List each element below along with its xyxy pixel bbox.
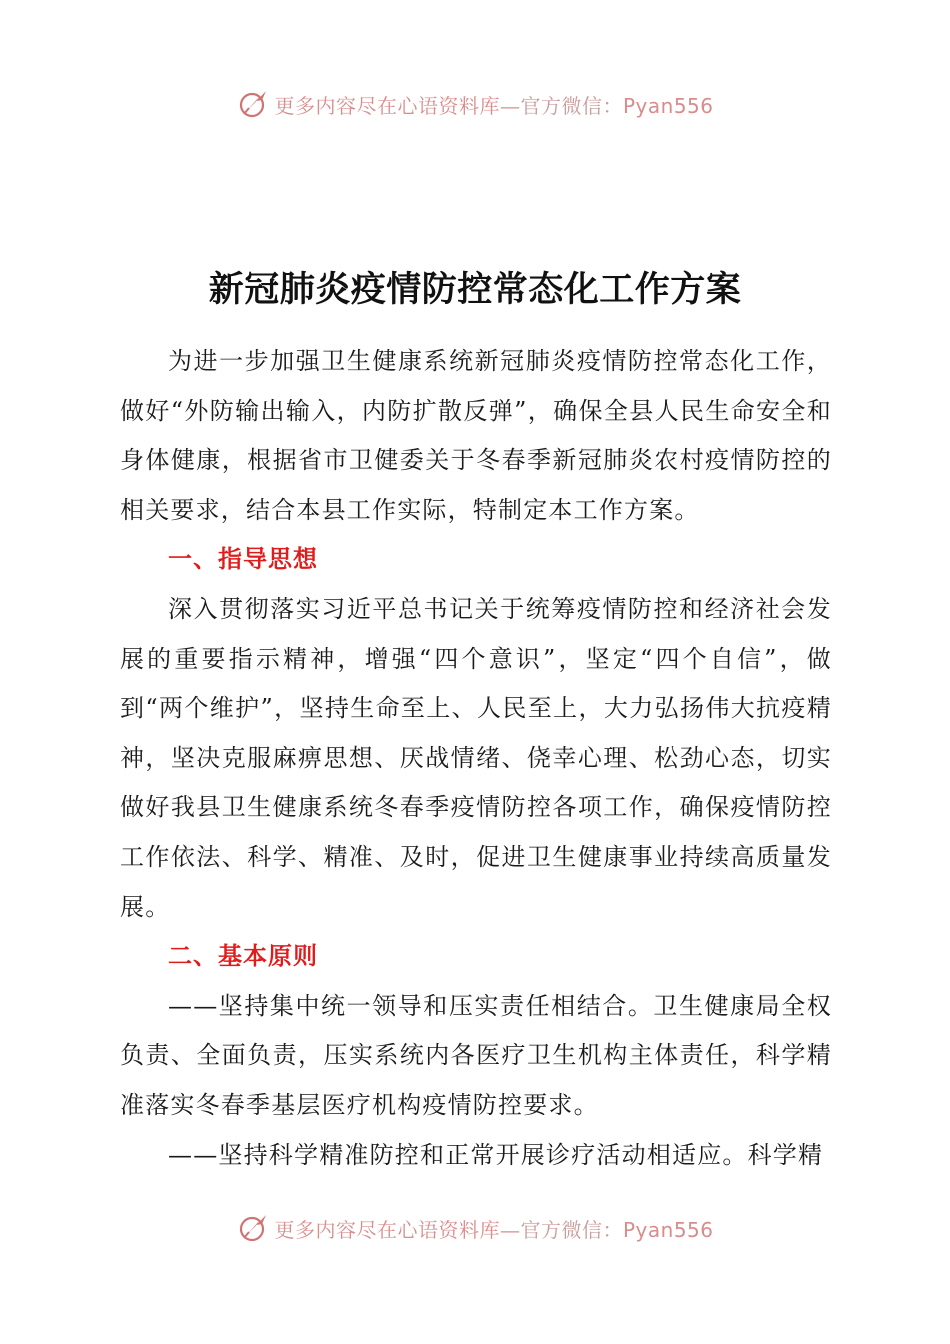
banner-wechat-id: Pyan556: [622, 1217, 714, 1242]
intro-paragraph: 为进一步加强卫生健康系统新冠肺炎疫情防控常态化工作，做好“外防输出输入，内防扩散反弹”，确保全县人民生命安全和身体健康，根据省市卫健委关于冬春季新冠肺炎农村疫情防控的相关要求，结合本县工作实际，特制定本工作方案。: [120, 347, 832, 524]
quill-logo-icon: [236, 1210, 272, 1246]
banner-text: [274, 90, 713, 119]
principle-paragraph-1: ——坚持集中统一领导和压实责任相结合。卫生健康局全权负责、全面负责，压实系统内各医疗卫生机构主体责任，科学精准落实冬春季基层医疗机构疫情防控要求。: [120, 991, 832, 1119]
section-heading-basic-principles: 二、基本原则: [168, 942, 318, 971]
header-watermark-banner: [0, 84, 950, 124]
principle-paragraph-2: ——坚持科学精准防控和正常开展诊疗活动相适应。科学精: [168, 1140, 824, 1169]
section-heading-guiding-ideology: 一、指导思想: [168, 545, 318, 574]
banner-text: [274, 1214, 713, 1243]
banner-separator: —: [499, 1217, 521, 1242]
document-title: 新冠肺炎疫情防控常态化工作方案: [208, 270, 742, 310]
banner-slogan: 更多内容尽在心语资料库: [274, 1217, 500, 1242]
footer-watermark-banner: [0, 1208, 950, 1248]
quill-logo-icon: [236, 86, 272, 122]
banner-wechat-id: Pyan556: [622, 93, 714, 118]
document-body: [120, 337, 832, 1180]
banner-wechat-label: 官方微信：: [520, 1217, 623, 1242]
guiding-ideology-paragraph: 深入贯彻落实习近平总书记关于统筹疫情防控和经济社会发展的重要指示精神，增强“四个意识”，坚定“四个自信”，做到“两个维护”，坚持生命至上、人民至上，大力弘扬伟大抗疫精神，坚决克服麻痹思想、厌战情绪、侥幸心理、松劲心态，切实做好我县卫生健康系统冬春季疫情防控各项工作，确保疫情防控工作依法、科学、精准、及时，促进卫生健康事业持续高质量发展。: [120, 594, 832, 921]
banner-slogan: 更多内容尽在心语资料库: [274, 93, 500, 118]
banner-separator: —: [499, 93, 521, 118]
banner-wechat-label: 官方微信：: [520, 93, 623, 118]
